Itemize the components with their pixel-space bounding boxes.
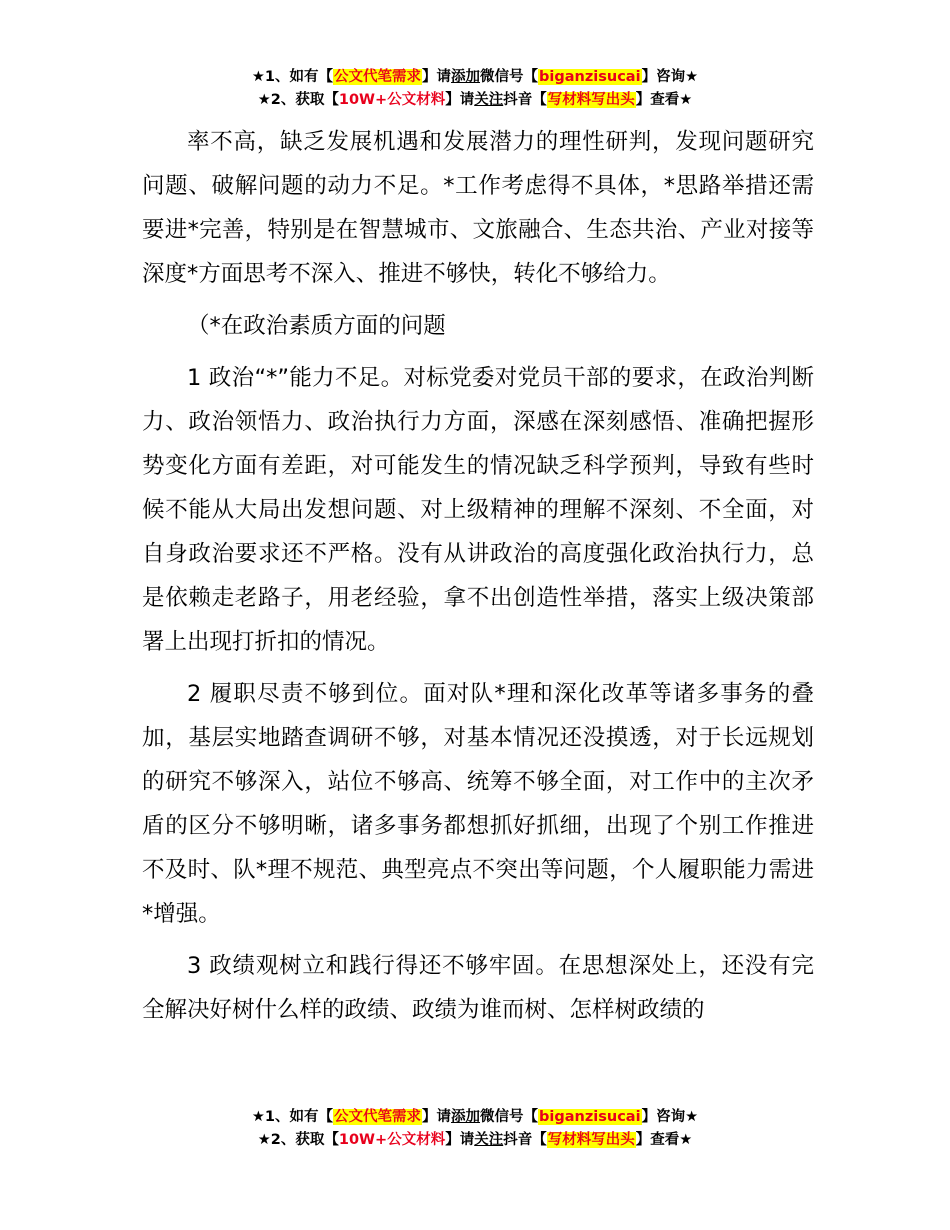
- paragraph-2: 2 履职尽责不够到位。面对队*理和深化改革等诸多事务的叠加，基层实地踏查调研不够，对基本情况还没摸透，对于长远规划的研究不够深入，站位不够高、统筹不够全面，对工作中的主次矛盾的区分不够明晰，诸多事务都想抓好抓细，出现了个别工作推进不及时、队*理不规范、典型亮点不突出等问题，个人履职能力需进*增强。: [142, 681, 814, 927]
- banner-line-2: ★2、获取【10W+公文材料】请关注抖音【写材料写出头】查看★: [257, 1132, 693, 1148]
- banner-douyin-name: 写材料写出头: [547, 1132, 635, 1148]
- banner-materials: 10W+公文材料: [338, 92, 446, 108]
- banner-wechat-id: biganzisucai: [539, 1109, 641, 1125]
- banner-materials: 10W+公文材料: [338, 1132, 446, 1148]
- header-banner: [0, 66, 950, 112]
- banner-line-2: ★2、获取【10W+公文材料】请关注抖音【写材料写出头】查看★: [257, 92, 693, 108]
- paragraph-continued: 率不高，缺乏发展机遇和发展潜力的理性研判，发现问题研究问题、破解问题的动力不足。*工作考虑得不具体，*思路举措还需要进*完善，特别是在智慧城市、文旅融合、生态共治、产业对接等深度*方面思考不深入、推进不够快，转化不够给力。: [142, 129, 814, 287]
- paragraph-1: 1 政治“*”能力不足。对标党委对党员干部的要求，在政治判断力、政治领悟力、政治执行力方面，深感在深刻感悟、准确把握形势变化方面有差距，对可能发生的情况缺乏科学预判，导致有些时候不能从大局出发想问题、对上级精神的理解不深刻、不全面，对自身政治要求还不严格。没有从讲政治的高度强化政治执行力，总是依赖走老路子，用老经验，拿不出创造性举措，落实上级决策部署上出现打折扣的情况。: [142, 365, 814, 655]
- banner-line-1: ★1、如有【公文代笔需求】请添加微信号【biganzisucai】咨询★: [251, 69, 699, 85]
- banner-douyin-name: 写材料写出头: [547, 92, 635, 108]
- section-heading: （*在政治素质方面的问题: [187, 313, 446, 339]
- document-body: [142, 120, 814, 1032]
- banner-line-1: ★1、如有【公文代笔需求】请添加微信号【biganzisucai】咨询★: [251, 1109, 699, 1125]
- footer-banner: [0, 1106, 950, 1152]
- banner-wechat-id: biganzisucai: [539, 69, 641, 85]
- paragraph-3: 3 政绩观树立和践行得还不够牢固。在思想深处上，还没有完全解决好树什么样的政绩、政绩为谁而树、怎样树政绩的: [142, 953, 814, 1023]
- banner-highlight-service: 公文代笔需求: [334, 69, 422, 85]
- banner-highlight-service: 公文代笔需求: [334, 1109, 422, 1125]
